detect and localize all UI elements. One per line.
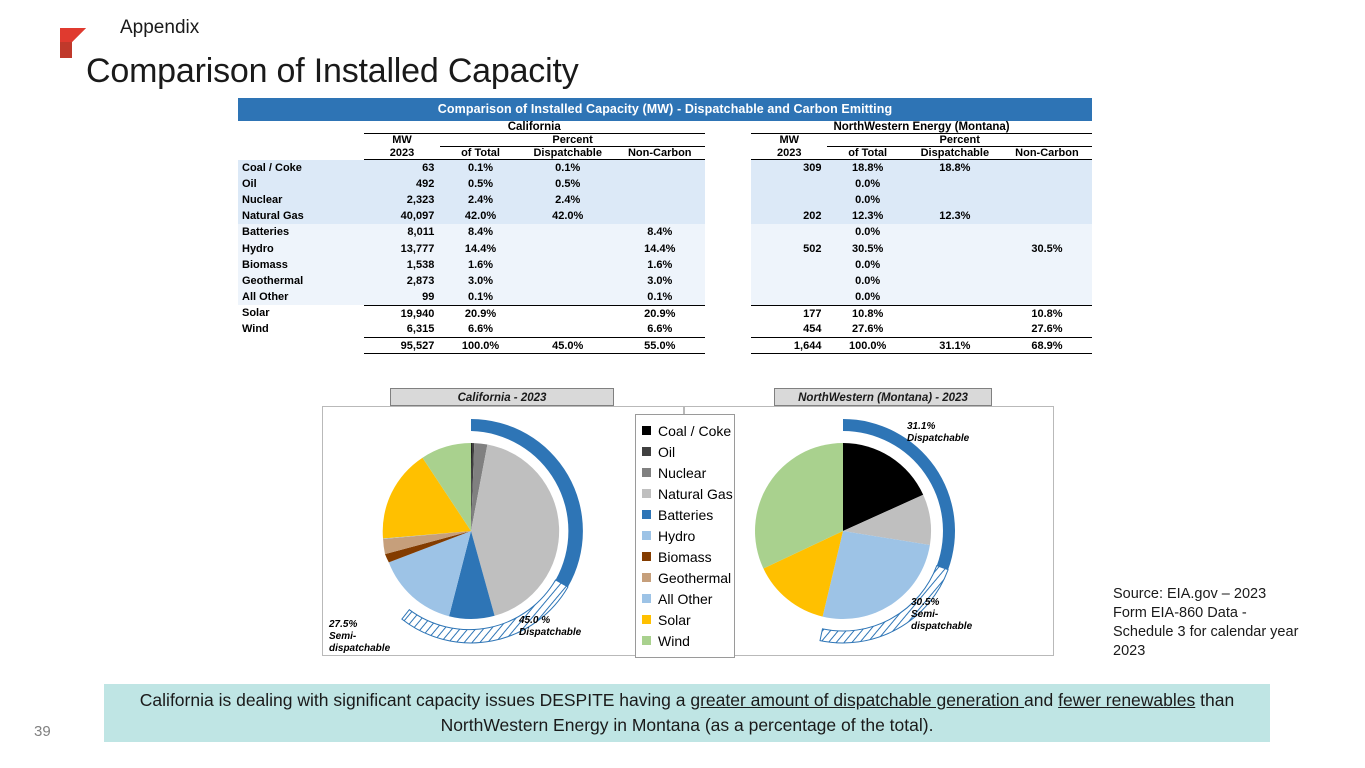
- cell-ca-noncarb: 6.6%: [647, 323, 673, 336]
- group-header-mw-nw: MW: [779, 134, 800, 147]
- cell-ca-disp: [521, 289, 615, 305]
- cell-ca-disp: [521, 321, 615, 337]
- table-row: [238, 321, 1092, 337]
- legend-item: [642, 441, 728, 462]
- chart-caption-california: California - 2023: [390, 388, 614, 406]
- cell-nw-disp: [908, 192, 1002, 208]
- cell-ca-disp: [521, 257, 615, 273]
- cell-nw-mw: 177: [751, 305, 827, 321]
- legend-label: All Other: [658, 590, 713, 607]
- takeaway-underline-1: greater amount of dispatchable generation: [690, 689, 1025, 710]
- cell-nw-mw: 454: [803, 323, 822, 336]
- cell-nw-mw: [751, 257, 827, 273]
- row-label: Wind: [242, 323, 269, 336]
- cell-ca-noncarb: 20.9%: [615, 305, 705, 321]
- row-label: Biomass: [242, 258, 288, 271]
- legend-item: [642, 525, 728, 546]
- cell-nw-mw: [751, 224, 827, 240]
- total-nw-oftotal: 100.0%: [827, 338, 907, 354]
- subheader-year-ca: 2023: [364, 147, 441, 160]
- page-number: 39: [34, 723, 51, 740]
- legend-item: [642, 462, 728, 483]
- cell-ca-oftotal: 6.6%: [467, 323, 494, 336]
- subheader-year-nw: 2023: [751, 147, 827, 160]
- cell-nw-noncarb: [1002, 273, 1092, 289]
- cell-nw-disp: [908, 289, 1002, 305]
- row-label: Batteries: [242, 226, 290, 239]
- table-row: [238, 160, 1092, 176]
- cell-ca-mw: 2,873: [406, 274, 435, 287]
- total-ca-disp: 45.0%: [521, 338, 615, 354]
- cell-nw-mw: [751, 289, 827, 305]
- cell-nw-noncarb: [1002, 257, 1092, 273]
- table-row: [238, 289, 1092, 305]
- table-sub-header-row: [238, 147, 1092, 160]
- cell-ca-mw: 2,323: [406, 193, 435, 206]
- cell-nw-disp: [908, 273, 1002, 289]
- legend-swatch-biomass: [642, 552, 651, 561]
- legend-label: Biomass: [658, 548, 712, 565]
- total-ca-noncarb: 55.0%: [615, 338, 705, 354]
- cell-ca-oftotal: 8.4%: [467, 226, 494, 239]
- cell-ca-noncarb: 0.1%: [647, 290, 673, 303]
- cell-ca-noncarb: 1.6%: [647, 258, 673, 271]
- legend-item: [642, 588, 728, 609]
- takeaway-post: than NorthWestern Energy in Montana (as a percentage of the total).: [440, 689, 1235, 735]
- legend-label: Nuclear: [658, 464, 707, 481]
- row-label: Geothermal: [242, 274, 304, 287]
- cell-nw-oftotal: 18.8%: [852, 161, 884, 174]
- table-row: [238, 176, 1092, 192]
- cell-ca-disp: 0.5%: [555, 177, 581, 190]
- group-header-percent-nw: Percent: [827, 134, 1092, 147]
- legend-swatch-solar: [642, 615, 651, 624]
- legend-swatch-nuclear: [642, 468, 651, 477]
- cell-nw-disp: 18.8%: [939, 161, 971, 174]
- row-label: Nuclear: [242, 193, 283, 206]
- cell-nw-noncarb: [1002, 176, 1092, 192]
- capacity-table: [238, 98, 1092, 354]
- legend-swatch-batteries: [642, 510, 651, 519]
- legend-swatch-wind: [642, 636, 651, 645]
- table-row: [238, 305, 1092, 321]
- row-label: Coal / Coke: [242, 161, 302, 174]
- group-header-mw-ca: MW: [392, 134, 412, 147]
- annotation-nw-semidispatchable: 30.5% Semi- dispatchable: [911, 597, 973, 632]
- cell-ca-noncarb: [615, 192, 705, 208]
- cell-nw-mw: [751, 273, 827, 289]
- page-title: Comparison of Installed Capacity: [86, 52, 579, 90]
- cell-nw-noncarb: [1002, 192, 1092, 208]
- cell-ca-mw: 40,097: [400, 210, 435, 223]
- cell-nw-noncarb: [1002, 160, 1092, 176]
- cell-nw-noncarb: 27.6%: [1031, 323, 1063, 336]
- total-nw-mw: 1,644: [751, 338, 827, 354]
- legend-item: [642, 609, 728, 630]
- cell-ca-oftotal: 0.1%: [467, 161, 494, 174]
- row-label: Hydro: [242, 242, 274, 255]
- takeaway-callout: [104, 684, 1270, 742]
- cell-ca-oftotal: 20.9%: [440, 305, 520, 321]
- cell-nw-noncarb: [1002, 289, 1092, 305]
- cell-ca-noncarb: 8.4%: [647, 226, 673, 239]
- table-row: [238, 208, 1092, 224]
- cell-ca-oftotal: 2.4%: [467, 193, 494, 206]
- legend-swatch-natural-gas: [642, 489, 651, 498]
- cell-nw-oftotal: 27.6%: [852, 323, 884, 336]
- legend-item: [642, 483, 733, 504]
- cell-nw-disp: [908, 321, 1002, 337]
- cell-ca-disp: 42.0%: [552, 210, 584, 223]
- cell-nw-disp: [908, 257, 1002, 273]
- source-note: Source: EIA.gov – 2023 Form EIA-860 Data - Schedule 3 for calendar year 2023: [1113, 586, 1299, 660]
- cell-ca-mw: 99: [422, 290, 435, 303]
- cell-ca-oftotal: 1.6%: [467, 258, 494, 271]
- cell-ca-noncarb: [615, 160, 705, 176]
- cell-nw-oftotal: 0.0%: [855, 177, 881, 190]
- eyebrow-label: Appendix: [120, 17, 200, 38]
- cell-nw-oftotal: 0.0%: [855, 193, 881, 206]
- brand-flag-logo: [58, 26, 88, 60]
- legend-swatch-geothermal: [642, 573, 651, 582]
- pie-chart-northwestern: [684, 406, 1054, 656]
- legend-swatch-hydro: [642, 531, 651, 540]
- subheader-oftotal-ca: of Total: [440, 147, 520, 160]
- annotation-nw-dispatchable: 31.1% Dispatchable: [907, 421, 970, 444]
- legend-swatch-oil: [642, 447, 651, 456]
- subheader-oftotal-nw: of Total: [827, 147, 907, 160]
- legend-label: Geothermal: [658, 569, 732, 586]
- legend-label: Natural Gas: [658, 485, 733, 502]
- table-region-header-row: [238, 121, 1092, 134]
- cell-ca-oftotal: 14.4%: [464, 242, 497, 255]
- annotation-ca-semidispatchable: 27.5% Semi- dispatchable: [329, 619, 391, 654]
- table-row: [238, 192, 1092, 208]
- cell-ca-noncarb: [615, 176, 705, 192]
- table-total-row: [238, 338, 1092, 354]
- takeaway-mid: and: [1024, 689, 1059, 710]
- cell-nw-oftotal: 30.5%: [852, 242, 884, 255]
- subheader-dispatchable-nw: Dispatchable: [908, 147, 1002, 160]
- cell-ca-mw: 13,777: [400, 242, 435, 255]
- cell-nw-noncarb: [1002, 224, 1092, 240]
- chart-legend: [635, 414, 735, 658]
- cell-ca-disp: [521, 273, 615, 289]
- table-row: [238, 240, 1092, 256]
- cell-nw-mw: 502: [803, 242, 822, 255]
- legend-item: [642, 567, 732, 588]
- row-label: Oil: [242, 177, 257, 190]
- cell-nw-disp: [908, 305, 1002, 321]
- legend-item: [642, 504, 728, 525]
- legend-item: [642, 546, 728, 567]
- cell-nw-oftotal: 0.0%: [855, 226, 881, 239]
- cell-nw-disp: [908, 176, 1002, 192]
- cell-ca-mw: 8,011: [407, 226, 435, 239]
- cell-ca-oftotal: 3.0%: [467, 274, 494, 287]
- region-header-northwestern: NorthWestern Energy (Montana): [751, 121, 1092, 134]
- cell-nw-oftotal: 10.8%: [827, 305, 907, 321]
- cell-ca-disp: [521, 240, 615, 256]
- cell-ca-disp: [521, 224, 615, 240]
- legend-swatch-all-other: [642, 594, 651, 603]
- region-header-california: California: [364, 121, 705, 134]
- annotation-ca-dispatchable: 45.0 % Dispatchable: [519, 615, 582, 638]
- takeaway-pre: California is dealing with significant capacity issues DESPITE having a: [139, 689, 691, 710]
- legend-label: Hydro: [658, 527, 696, 544]
- total-ca-oftotal: 100.0%: [440, 338, 520, 354]
- cell-nw-oftotal: 12.3%: [852, 210, 884, 223]
- cell-nw-disp: [908, 240, 1002, 256]
- cell-ca-mw: 6,315: [406, 323, 435, 336]
- cell-nw-noncarb: [1002, 208, 1092, 224]
- pie-chart-california: [322, 406, 684, 656]
- table-row: [238, 273, 1092, 289]
- cell-nw-noncarb: 10.8%: [1002, 305, 1092, 321]
- cell-ca-mw: 492: [415, 177, 435, 190]
- legend-label: Solar: [658, 611, 691, 628]
- cell-ca-oftotal: 42.0%: [464, 210, 497, 223]
- cell-nw-mw: [751, 192, 827, 208]
- row-label: Solar: [242, 307, 270, 320]
- cell-ca-mw: 19,940: [364, 305, 441, 321]
- cell-ca-noncarb: 14.4%: [644, 242, 676, 255]
- table-row: [238, 257, 1092, 273]
- cell-ca-disp: [521, 305, 615, 321]
- row-label: All Other: [242, 291, 289, 304]
- legend-item: [642, 630, 728, 651]
- cell-nw-noncarb: 30.5%: [1031, 242, 1063, 255]
- takeaway-underline-2: fewer renewables: [1058, 689, 1196, 710]
- table-group-header-row: [238, 134, 1092, 147]
- cell-nw-disp: [908, 224, 1002, 240]
- total-nw-disp: 31.1%: [908, 338, 1002, 354]
- cell-ca-noncarb: [615, 208, 705, 224]
- total-nw-noncarb: 68.9%: [1002, 338, 1092, 354]
- group-header-percent-ca: Percent: [440, 134, 704, 147]
- legend-item: [642, 420, 732, 441]
- legend-label: Batteries: [658, 506, 714, 523]
- table-row: [238, 224, 1092, 240]
- subheader-dispatchable-ca: Dispatchable: [521, 147, 615, 160]
- cell-ca-disp: 0.1%: [555, 161, 581, 174]
- cell-nw-oftotal: 0.0%: [855, 290, 881, 303]
- table-banner: Comparison of Installed Capacity (MW) - Dispatchable and Carbon Emitting: [238, 98, 1092, 121]
- cell-nw-mw: 202: [803, 210, 822, 223]
- charts-region: [322, 388, 1092, 656]
- subheader-noncarbon-ca: Non-Carbon: [615, 147, 705, 160]
- cell-nw-oftotal: 0.0%: [855, 274, 881, 287]
- subheader-noncarbon-nw: Non-Carbon: [1002, 147, 1092, 160]
- chart-caption-northwestern: NorthWestern (Montana) - 2023: [774, 388, 992, 406]
- cell-ca-noncarb: 3.0%: [647, 274, 673, 287]
- cell-ca-mw: 63: [422, 161, 435, 174]
- cell-ca-disp: 2.4%: [555, 193, 581, 206]
- cell-nw-disp: 12.3%: [939, 210, 971, 223]
- cell-ca-oftotal: 0.1%: [467, 290, 494, 303]
- cell-nw-mw: 309: [803, 161, 822, 174]
- row-label: Natural Gas: [242, 210, 304, 223]
- legend-label: Wind: [658, 632, 690, 649]
- total-ca-mw: 95,527: [364, 338, 441, 354]
- cell-nw-mw: [751, 176, 827, 192]
- cell-ca-oftotal: 0.5%: [467, 177, 494, 190]
- cell-nw-oftotal: 0.0%: [855, 258, 881, 271]
- legend-label: Coal / Coke: [658, 422, 732, 439]
- cell-ca-mw: 1,538: [406, 258, 435, 271]
- legend-swatch-coal-coke: [642, 426, 651, 435]
- legend-label: Oil: [658, 443, 676, 460]
